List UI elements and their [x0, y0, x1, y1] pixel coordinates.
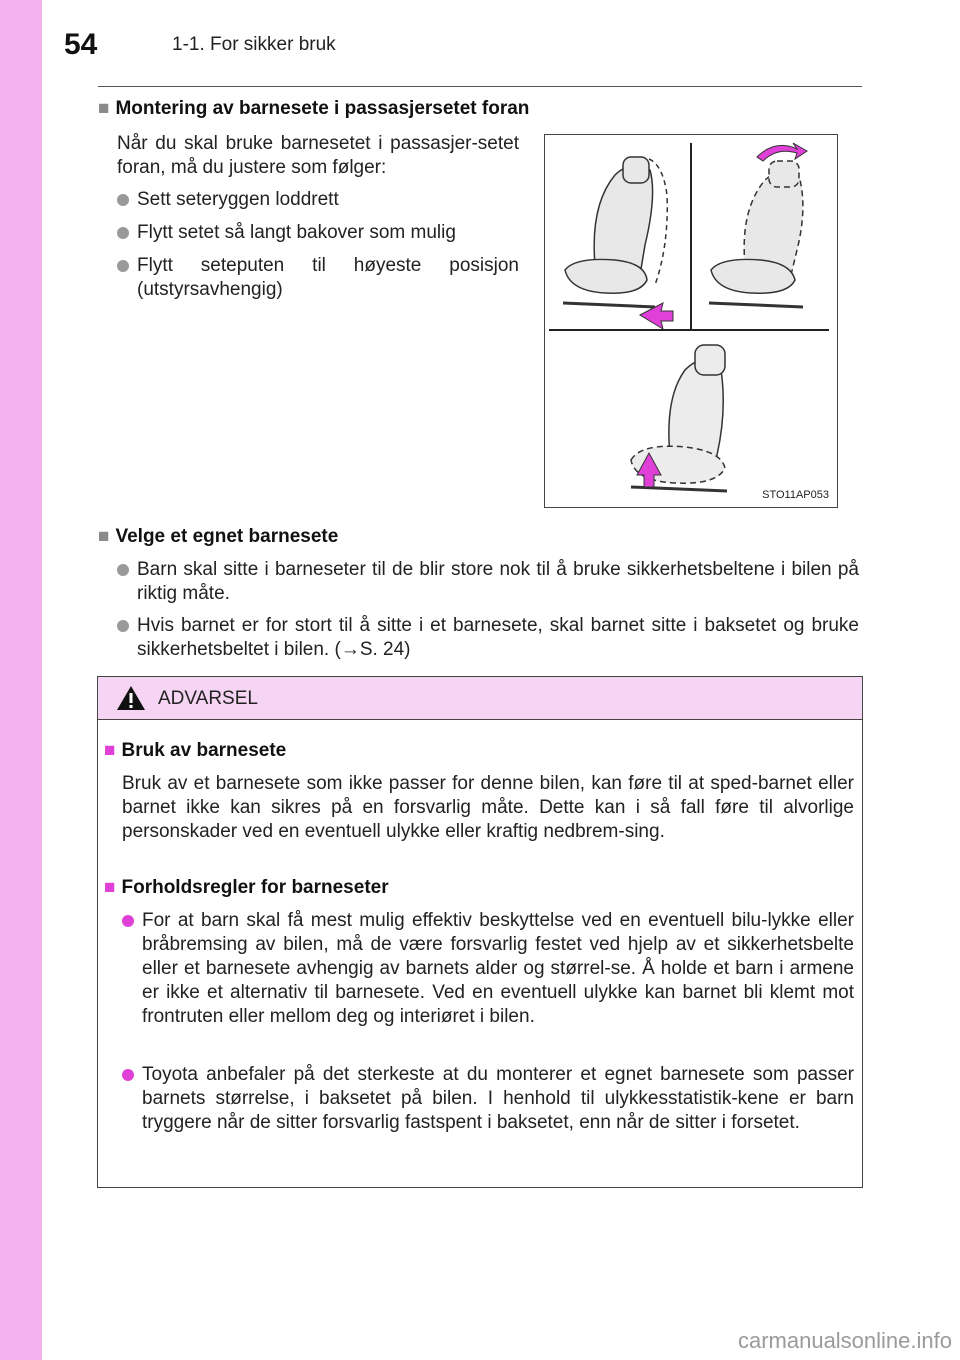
- list-item: Sett seteryggen loddrett: [117, 188, 519, 212]
- heading-choose-seat-text: Velge et egnet barnesete: [115, 526, 339, 547]
- warning-sub-heading: ■ Forholdsregler for barneseter: [104, 877, 389, 898]
- bullet-dot-icon: [122, 915, 134, 927]
- header-rule: [98, 86, 862, 87]
- bullet-dot-icon: [117, 564, 129, 576]
- list-item: Hvis barnet er for stort til å sitte i et barnesete, skal barnet sitte i baksetet og bruke sikkerhetsbeltet i bilen. (→S. 24): [117, 614, 859, 662]
- bullet-dot-icon: [122, 1069, 134, 1081]
- page-header: [60, 26, 862, 78]
- square-bullet-icon: ■: [104, 740, 116, 761]
- list-item: Flytt setet så langt bakover som mulig: [117, 221, 519, 245]
- warning-sub-heading: ■ Bruk av barnesete: [104, 740, 287, 761]
- bullet-dot-icon: [117, 194, 129, 206]
- warning-title: ADVARSEL: [158, 688, 258, 709]
- warning-box: [97, 676, 863, 1188]
- seat-illustration: [545, 135, 837, 507]
- seat-upright-icon: [563, 157, 667, 307]
- figure-code: STO11AP053: [762, 489, 829, 501]
- warning-paragraph: Bruk av et barnesete som ikke passer for denne bilen, kan føre til at sped-barnet eller barnet ikke kan sikres på en forsvarlig måte. Dette kan i så fall føre til alvorlige personskader ved en eventuell ulykke eller kraftig nedbrem-sing.: [122, 773, 854, 842]
- heading-choose-seat: [98, 526, 338, 548]
- warning-triangle-icon: [116, 685, 146, 711]
- warning-header: [98, 677, 862, 720]
- list-item: Barn skal sitte i barneseter til de blir store nok til å bruke sikkerhetsbeltene i bilen på riktig måte.: [117, 558, 859, 606]
- heading-mounting: [98, 98, 529, 120]
- side-tab: [0, 0, 42, 1360]
- page-number: 54: [64, 28, 98, 61]
- seat-back-dashed-icon: [709, 161, 803, 307]
- square-bullet-icon: ■: [104, 877, 116, 898]
- list-item: Toyota anbefaler på det sterkeste at du monterer et egnet barnesete som passer barnets størrelse, i baksetet på bilen. I henhold til ulykkesstatistik-kene er barn tryggere når de sitter forsvarlig fastspent i baksetet, enn når de sitter i forsetet.: [122, 1063, 854, 1135]
- seat-adjustment-figure: [544, 134, 838, 508]
- list-item: Flytt seteputen til høyeste posisjon (utstyrsavhengig): [117, 254, 519, 302]
- bullet-dot-icon: [117, 620, 129, 632]
- square-bullet-icon: ■: [98, 98, 110, 119]
- section-title: 1-1. For sikker bruk: [172, 34, 336, 55]
- bullet-dot-icon: [117, 260, 129, 272]
- intro-text: Når du skal bruke barnesetet i passasjer-setet foran, må du justere som følger:: [117, 133, 519, 178]
- square-bullet-icon: ■: [98, 526, 110, 547]
- bullet-dot-icon: [117, 227, 129, 239]
- watermark: carmanualsonline.info: [737, 1328, 952, 1353]
- heading-mounting-text: Montering av barnesete i passasjersetet foran: [115, 98, 530, 119]
- list-item: For at barn skal få mest mulig effektiv beskyttelse ved en eventuell bilu-lykke eller bråbremsing av bilen, må de være forsvarlig festet ved hjelp av et sikkerhetsbelte eller et barnesete avhengig av barnets alder og størrel-se. Å holde et barn i armene er ikke et alternativ til barnesete. Ved en eventuell ulykke kan barnet bli klemt mot frontruten eller mellom deg og interiøret i bilen.: [122, 909, 854, 1029]
